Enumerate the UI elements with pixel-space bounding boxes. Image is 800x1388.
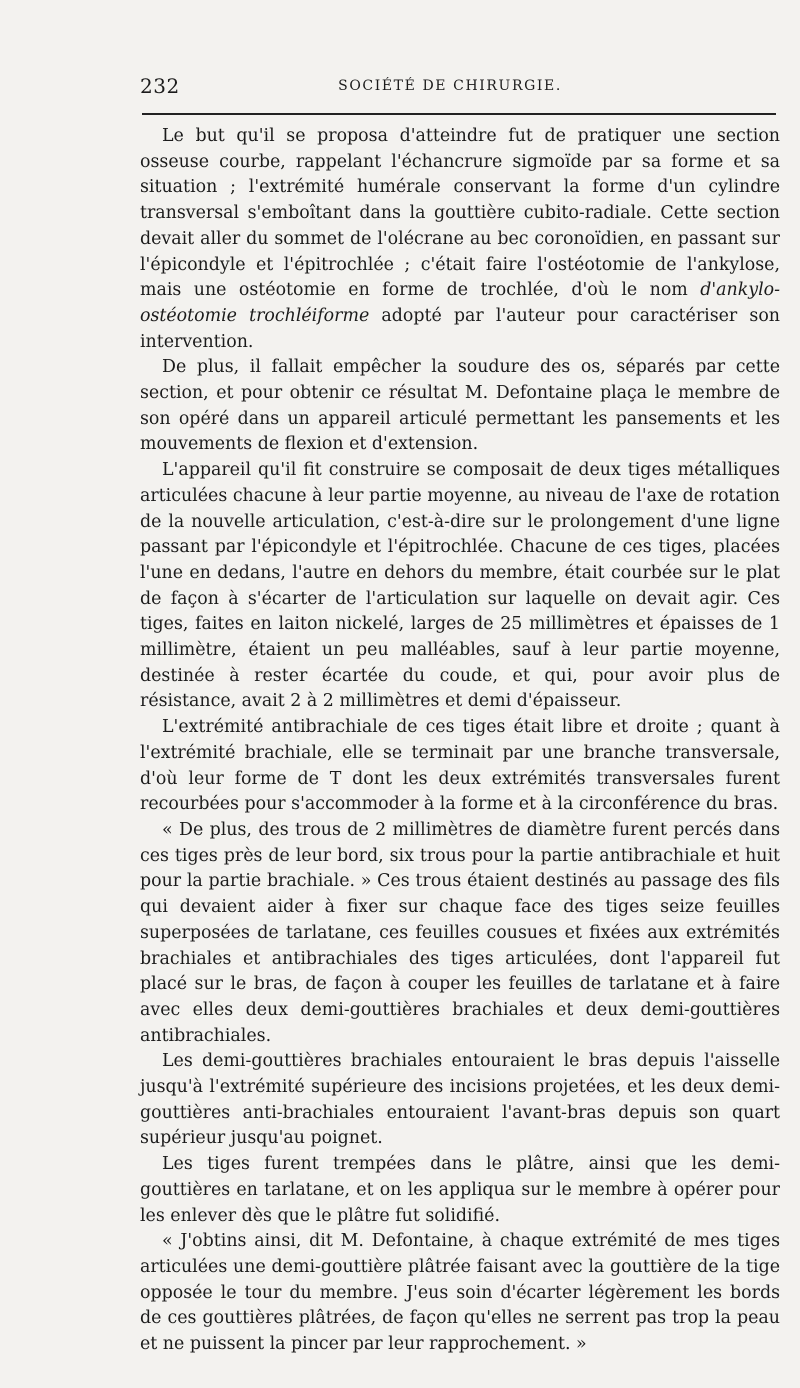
paragraph-text: adopté par l'auteur pour caractériser son intervention.: [140, 305, 780, 352]
paragraph: [140, 124, 780, 355]
page-header: [140, 74, 780, 102]
paragraph: L'appareil qu'il fit construire se composait de deux tiges métalliques articulées chacune à leur partie moyenne, au niveau de l'axe de rotation de la nouvelle articulation, c'est-à-dire sur le prolongement d'une ligne passant par l'épicondyle et l'épitrochlée. Chacune de ces tiges, placées l'une en dedans, l'autre en dehors du membre, était courbée sur le plat de façon à s'écarter de l'articulation sur laquelle on devait agir. Ces tiges, faites en laiton nickelé, larges de 25 millimètres et épaisses de 1 millimètre, étaient un peu malléables, sauf à leur partie moyenne, destinée à rester écartée du coude, et qui, pour avoir plus de résistance, avait 2 à 2 millimètres et demi d'épaisseur.: [140, 460, 780, 712]
paragraph: Les tiges furent trempées dans le plâtre, ainsi que les demi-gouttières en tarlatane, et on les appliqua sur le membre à opérer pour les enlever dès que le plâtre fut solidifié.: [140, 1154, 780, 1226]
paragraph: « J'obtins ainsi, dit M. Defontaine, à chaque extrémité de mes tiges articulées une demi-gouttière plâtrée faisant avec la gouttière de la tige opposée le tour du membre. J'eus soin d'écarter légèrement les bords de ces gouttières plâtrées, de façon qu'elles ne serrent pas trop la peau et ne puissent la pincer par leur rapprochement. »: [140, 1231, 780, 1355]
paragraph: L'extrémité antibrachiale de ces tiges était libre et droite ; quant à l'extrémité brachiale, elle se terminait par une branche transversale, d'où leur forme de T dont les deux extrémités transversales furent recourbées pour s'accommoder à la forme et à la circonférence du bras.: [140, 717, 780, 815]
paragraph: « De plus, des trous de 2 millimètres de diamètre furent percés dans ces tiges près de leur bord, six trous pour la partie antibrachiale et huit pour la partie brachiale. » Ces trous étaient destinés au passage des fils qui devaient aider à fixer sur chaque face des tiges seize feuilles superposées de tarlatane, ces feuilles cousues et fixées aux extrémités brachiales et antibrachiales des tiges articulées, dont l'appareil fut placé sur le bras, de façon à couper les feuilles de tarlatane et à faire avec elles deux demi-gouttières brachiales et deux demi-gouttières antibrachiales.: [140, 819, 780, 1046]
paragraph: De plus, il fallait empêcher la soudure des os, séparés par cette section, et pour obtenir ce résultat M. Defontaine plaça le membre de son opéré dans un appareil articulé permettant les pansements et les mouvements de flexion et d'extension.: [140, 357, 780, 455]
running-head: SOCIÉTÉ DE CHIRURGIE.: [338, 78, 562, 94]
header-rule: [142, 113, 776, 115]
paragraph: Les demi-gouttières brachiales entouraient le bras depuis l'aisselle jusqu'à l'extrémité supérieure des incisions projetées, et les deux demi-gouttières anti-brachiales entouraient l'avant-bras depuis son quart supérieur jusqu'au poignet.: [140, 1051, 780, 1149]
body-text: [140, 124, 780, 1358]
italic-term: d'ankylo-ostéotomie trochléiforme: [140, 280, 780, 326]
page-number: 232: [140, 74, 180, 98]
paragraph-text: Le but qu'il se proposa d'atteindre fut de pratiquer une section osseuse courbe, rappelant l'échancrure sigmoïde par sa forme et sa situation ; l'extrémité humérale conservant la forme d'un cylindre transversal s'emboîtant dans la gouttière cubito-radiale. Cette section devait aller du sommet de l'olécrane au bec coronoïdien, en passant sur l'épicondyle et l'épitrochlée ; c'était faire l'ostéotomie de l'ankylose, mais une ostéotomie en forme de trochlée, d'où le nom: [140, 126, 780, 301]
